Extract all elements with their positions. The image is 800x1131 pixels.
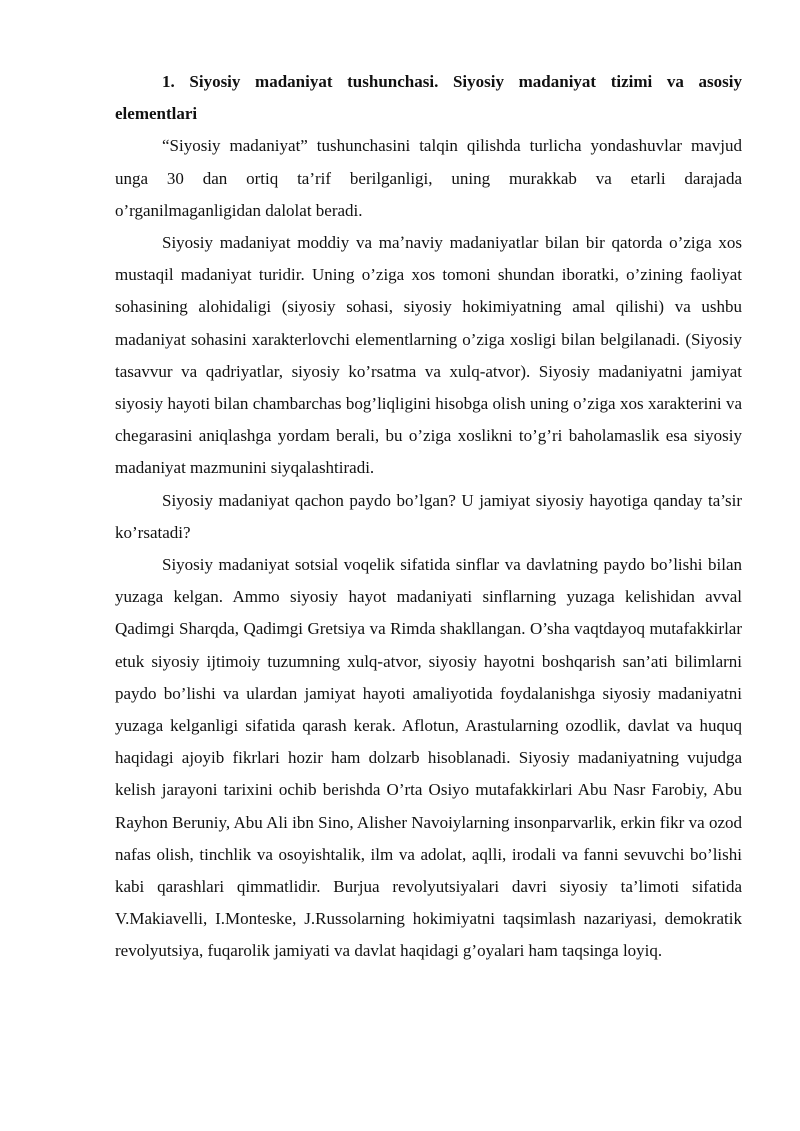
paragraph-history: Siyosiy madaniyat sotsial voqelik sifatida sinflar va davlatning paydo bo’lishi bilan yuzaga kelgan. Ammo siyosiy hayot madaniyati sinflarning yuzaga kelishidan avval Qadimgi Sharqda, Qadimgi Gretsiya va Rimda shakllangan. O’sha vaqtdayoq mutafakkirlar etuk siyosiy ijtimoiy tuzumning xulq-atvor, siyosiy hayotni boshqarish san’ati bilimlarni paydo bo’lishi va ulardan jamiyat hayoti amaliyotida foydalanishga siyosiy madaniyatni yuzaga kelganligi sifatida qarash kerak. Aflotun, Arastularning ozodlik, davlat va huquq haqidagi ajoyib fikrlari hozir ham dolzarb hisoblanadi. Siyosiy madaniyatning vujudga kelish jarayoni tarixini ochib berishda O’rta Osiyo mutafakkirlari Abu Nasr Farobiy, Abu Rayhon Beruniy, Abu Ali ibn Sino, Alisher Navoiylarning insonparvarlik, erkin fikr va ozod nafas olish, tinchlik va osoyishtalik, ilm va adolat, aqlli, irodali va fanni sevuvchi bo’lishi kabi qarashlari qimmatlidir. Burjua revolyutsiyalari davri siyosiy ta’limoti sifatida V.Makiavelli, I.Monteske, J.Russolarning hokimiyatni taqsimlash nazariyasi, demokratik revolyutsiya, fuqarolik jamiyati va davlat haqidagi g’oyalari ham taqsinga loyiq. [115, 555, 742, 961]
paragraph-question: Siyosiy madaniyat qachon paydo bo’lgan? U jamiyat siyosiy hayotiga qanday ta’sir ko’rsatadi? [115, 490, 742, 542]
document-page [115, 66, 742, 968]
paragraph-definition: “Siyosiy madaniyat” tushunchasini talqin qilishda turlicha yondashuvlar mavjud unga 30 dan ortiq ta’rif berilganligi, uning murakkab va etarli darajada o’rganilmaganligidan dalolat beradi. [115, 136, 742, 220]
paragraph-culture-type: Siyosiy madaniyat moddiy va maʼnaviy madaniyatlar bilan bir qatorda o’ziga xos mustaqil madaniyat turidir. Uning o’ziga xos tomoni shundan iboratki, o’zining faoliyat sohasining alohidaligi (siyosiy sohasi, siyosiy hokimiyatning amal qilishi) va ushbu madaniyat sohasini xarakterlovchi elementlarning o’ziga xosligi bilan belgilanadi. (Siyosiy tasavvur va qadriyatlar, siyosiy ko’rsatma va xulq-atvor). Siyosiy madaniyatni jamiyat siyosiy hayoti bilan chambarchas bog’liqligini hisobga olish uning o’ziga xos xarakterini va chegarasini aniqlashga yordam berali, bu o’ziga xoslikni to’g’ri baholamaslik esa siyosiy madaniyat mazmunini siyqalashtiradi. [115, 233, 742, 478]
section-heading: 1. Siyosiy madaniyat tushunchasi. Siyosiy madaniyat tizimi va asosiy elementlari [115, 72, 742, 124]
